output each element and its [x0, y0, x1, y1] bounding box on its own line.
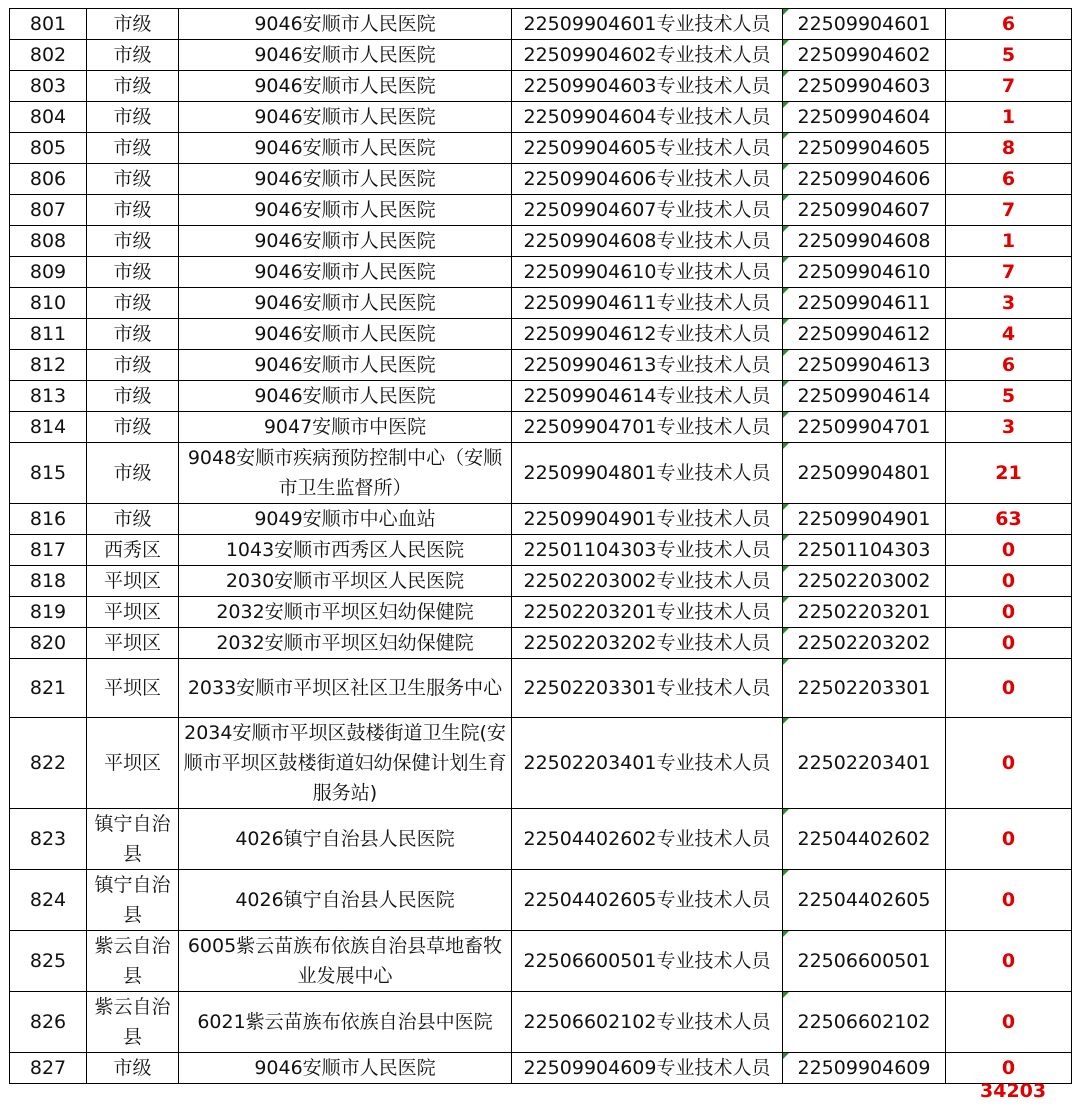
- row-number-cell: 816: [10, 504, 87, 535]
- level-cell: 镇宁自治县: [87, 870, 179, 931]
- table-row: [10, 319, 1072, 350]
- code-cell: 22509904611: [783, 288, 946, 319]
- row-number-cell: 810: [10, 288, 87, 319]
- unit-cell: 9048安顺市疾病预防控制中心（安顺市卫生监督所）: [179, 443, 512, 504]
- count-cell: 6: [946, 350, 1072, 381]
- row-number-cell: 821: [10, 659, 87, 718]
- position-cell: 22502203002专业技术人员: [512, 566, 783, 597]
- unit-cell: 6005紫云苗族布依族自治县草地畜牧业发展中心: [179, 931, 512, 992]
- position-cell: 22504402605专业技术人员: [512, 870, 783, 931]
- count-cell: 0: [946, 809, 1072, 870]
- unit-cell: 9046安顺市人民医院: [179, 40, 512, 71]
- count-cell: 7: [946, 195, 1072, 226]
- unit-cell: 9049安顺市中心血站: [179, 504, 512, 535]
- position-cell: 22509904614专业技术人员: [512, 381, 783, 412]
- row-number-cell: 807: [10, 195, 87, 226]
- unit-cell: 9046安顺市人民医院: [179, 71, 512, 102]
- row-number-cell: 814: [10, 412, 87, 443]
- position-cell: 22509904604专业技术人员: [512, 102, 783, 133]
- count-cell: 6: [946, 164, 1072, 195]
- position-cell: 22509904611专业技术人员: [512, 288, 783, 319]
- row-number-cell: 818: [10, 566, 87, 597]
- level-cell: 西秀区: [87, 535, 179, 566]
- table-row: [10, 381, 1072, 412]
- table-row: [10, 597, 1072, 628]
- unit-cell: 2033安顺市平坝区社区卫生服务中心: [179, 659, 512, 718]
- row-number-cell: 804: [10, 102, 87, 133]
- position-cell: 22509904605专业技术人员: [512, 133, 783, 164]
- code-cell: 22502203401: [783, 718, 946, 809]
- table-row: [10, 102, 1072, 133]
- level-cell: 市级: [87, 350, 179, 381]
- table-row: [10, 226, 1072, 257]
- code-cell: 22509904603: [783, 71, 946, 102]
- count-cell: 7: [946, 71, 1072, 102]
- position-cell: 22509904607专业技术人员: [512, 195, 783, 226]
- code-cell: 22509904609: [783, 1053, 946, 1084]
- unit-cell: 9046安顺市人民医院: [179, 164, 512, 195]
- position-cell: 22509904612专业技术人员: [512, 319, 783, 350]
- table-row: [10, 659, 1072, 718]
- row-number-cell: 826: [10, 992, 87, 1053]
- unit-cell: 2032安顺市平坝区妇幼保健院: [179, 597, 512, 628]
- position-cell: 22509904610专业技术人员: [512, 257, 783, 288]
- unit-cell: 9046安顺市人民医院: [179, 350, 512, 381]
- code-cell: 22506602102: [783, 992, 946, 1053]
- row-number-cell: 801: [10, 9, 87, 40]
- count-cell: 4: [946, 319, 1072, 350]
- level-cell: 市级: [87, 504, 179, 535]
- row-number-cell: 815: [10, 443, 87, 504]
- row-number-cell: 808: [10, 226, 87, 257]
- unit-cell: 9046安顺市人民医院: [179, 257, 512, 288]
- count-cell: 0: [946, 1053, 1072, 1084]
- level-cell: 市级: [87, 133, 179, 164]
- table-row: [10, 566, 1072, 597]
- table-row: [10, 809, 1072, 870]
- table-row: [10, 870, 1072, 931]
- code-cell: 22509904606: [783, 164, 946, 195]
- level-cell: 平坝区: [87, 718, 179, 809]
- count-cell: 0: [946, 597, 1072, 628]
- table-row: [10, 931, 1072, 992]
- count-cell: 0: [946, 992, 1072, 1053]
- unit-cell: 9046安顺市人民医院: [179, 9, 512, 40]
- count-cell: 3: [946, 412, 1072, 443]
- row-number-cell: 809: [10, 257, 87, 288]
- count-cell: 0: [946, 535, 1072, 566]
- unit-cell: 4026镇宁自治县人民医院: [179, 870, 512, 931]
- position-cell: 22502203202专业技术人员: [512, 628, 783, 659]
- level-cell: 市级: [87, 1053, 179, 1084]
- level-cell: 市级: [87, 40, 179, 71]
- row-number-cell: 827: [10, 1053, 87, 1084]
- position-cell: 22509904606专业技术人员: [512, 164, 783, 195]
- level-cell: 市级: [87, 412, 179, 443]
- unit-cell: 9046安顺市人民医院: [179, 102, 512, 133]
- unit-cell: 2034安顺市平坝区鼓楼街道卫生院(安顺市平坝区鼓楼街道妇幼保健计划生育服务站): [179, 718, 512, 809]
- row-number-cell: 812: [10, 350, 87, 381]
- position-cell: 22506602102专业技术人员: [512, 992, 783, 1053]
- level-cell: 紫云自治县: [87, 992, 179, 1053]
- position-cell: 22501104303专业技术人员: [512, 535, 783, 566]
- table-row: [10, 504, 1072, 535]
- row-number-cell: 819: [10, 597, 87, 628]
- count-cell: 0: [946, 566, 1072, 597]
- row-number-cell: 824: [10, 870, 87, 931]
- unit-cell: 2032安顺市平坝区妇幼保健院: [179, 628, 512, 659]
- code-cell: 22509904605: [783, 133, 946, 164]
- code-cell: 22509904701: [783, 412, 946, 443]
- table-row: [10, 1053, 1072, 1084]
- row-number-cell: 802: [10, 40, 87, 71]
- row-number-cell: 811: [10, 319, 87, 350]
- code-cell: 22502203201: [783, 597, 946, 628]
- table-row: [10, 164, 1072, 195]
- count-cell: 21: [946, 443, 1072, 504]
- count-cell: 1: [946, 102, 1072, 133]
- count-cell: 5: [946, 381, 1072, 412]
- data-table: [9, 8, 1072, 1084]
- code-cell: 22504402605: [783, 870, 946, 931]
- code-cell: 22509904601: [783, 9, 946, 40]
- position-cell: 22504402602专业技术人员: [512, 809, 783, 870]
- table-row: [10, 9, 1072, 40]
- position-cell: 22509904701专业技术人员: [512, 412, 783, 443]
- count-cell: 0: [946, 628, 1072, 659]
- level-cell: 平坝区: [87, 659, 179, 718]
- position-cell: 22509904613专业技术人员: [512, 350, 783, 381]
- code-cell: 22502203202: [783, 628, 946, 659]
- count-cell: 7: [946, 257, 1072, 288]
- code-cell: 22506600501: [783, 931, 946, 992]
- row-number-cell: 813: [10, 381, 87, 412]
- unit-cell: 9046安顺市人民医院: [179, 226, 512, 257]
- level-cell: 市级: [87, 319, 179, 350]
- count-cell: 0: [946, 931, 1072, 992]
- level-cell: 市级: [87, 164, 179, 195]
- total-count: 34203: [980, 1080, 1047, 1102]
- position-cell: 22509904608专业技术人员: [512, 226, 783, 257]
- count-cell: 5: [946, 40, 1072, 71]
- unit-cell: 4026镇宁自治县人民医院: [179, 809, 512, 870]
- level-cell: 平坝区: [87, 566, 179, 597]
- row-number-cell: 805: [10, 133, 87, 164]
- unit-cell: 1043安顺市西秀区人民医院: [179, 535, 512, 566]
- position-cell: 22502203401专业技术人员: [512, 718, 783, 809]
- level-cell: 平坝区: [87, 597, 179, 628]
- count-cell: 0: [946, 870, 1072, 931]
- table-row: [10, 992, 1072, 1053]
- count-cell: 8: [946, 133, 1072, 164]
- code-cell: 22501104303: [783, 535, 946, 566]
- code-cell: 22502203301: [783, 659, 946, 718]
- code-cell: 22509904801: [783, 443, 946, 504]
- code-cell: 22509904602: [783, 40, 946, 71]
- code-cell: 22509904608: [783, 226, 946, 257]
- unit-cell: 9046安顺市人民医院: [179, 133, 512, 164]
- unit-cell: 9046安顺市人民医院: [179, 381, 512, 412]
- row-number-cell: 822: [10, 718, 87, 809]
- level-cell: 市级: [87, 381, 179, 412]
- unit-cell: 9046安顺市人民医院: [179, 288, 512, 319]
- table-row: [10, 133, 1072, 164]
- position-cell: 22509904901专业技术人员: [512, 504, 783, 535]
- code-cell: 22509904901: [783, 504, 946, 535]
- count-cell: 3: [946, 288, 1072, 319]
- count-cell: 1: [946, 226, 1072, 257]
- level-cell: 市级: [87, 226, 179, 257]
- count-cell: 0: [946, 659, 1072, 718]
- code-cell: 22502203002: [783, 566, 946, 597]
- row-number-cell: 825: [10, 931, 87, 992]
- row-number-cell: 820: [10, 628, 87, 659]
- table-row: [10, 628, 1072, 659]
- level-cell: 市级: [87, 195, 179, 226]
- table-row: [10, 443, 1072, 504]
- level-cell: 市级: [87, 9, 179, 40]
- table-row: [10, 350, 1072, 381]
- table-row: [10, 535, 1072, 566]
- row-number-cell: 806: [10, 164, 87, 195]
- position-cell: 22509904603专业技术人员: [512, 71, 783, 102]
- position-cell: 22502203201专业技术人员: [512, 597, 783, 628]
- count-cell: 6: [946, 9, 1072, 40]
- unit-cell: 9047安顺市中医院: [179, 412, 512, 443]
- table-row: [10, 412, 1072, 443]
- table-body: [10, 9, 1072, 1084]
- position-cell: 22502203301专业技术人员: [512, 659, 783, 718]
- table-row: [10, 718, 1072, 809]
- level-cell: 市级: [87, 102, 179, 133]
- level-cell: 市级: [87, 443, 179, 504]
- position-cell: 22509904801专业技术人员: [512, 443, 783, 504]
- code-cell: 22509904613: [783, 350, 946, 381]
- level-cell: 平坝区: [87, 628, 179, 659]
- position-cell: 22509904609专业技术人员: [512, 1053, 783, 1084]
- unit-cell: 9046安顺市人民医院: [179, 195, 512, 226]
- level-cell: 市级: [87, 288, 179, 319]
- table-row: [10, 257, 1072, 288]
- count-cell: 0: [946, 718, 1072, 809]
- position-cell: 22506600501专业技术人员: [512, 931, 783, 992]
- code-cell: 22509904614: [783, 381, 946, 412]
- code-cell: 22509904612: [783, 319, 946, 350]
- code-cell: 22509904610: [783, 257, 946, 288]
- row-number-cell: 803: [10, 71, 87, 102]
- unit-cell: 2030安顺市平坝区人民医院: [179, 566, 512, 597]
- level-cell: 市级: [87, 71, 179, 102]
- code-cell: 22509904607: [783, 195, 946, 226]
- position-cell: 22509904602专业技术人员: [512, 40, 783, 71]
- row-number-cell: 823: [10, 809, 87, 870]
- table-row: [10, 71, 1072, 102]
- position-cell: 22509904601专业技术人员: [512, 9, 783, 40]
- table-row: [10, 195, 1072, 226]
- level-cell: 紫云自治县: [87, 931, 179, 992]
- unit-cell: 6021紫云苗族布依族自治县中医院: [179, 992, 512, 1053]
- level-cell: 镇宁自治县: [87, 809, 179, 870]
- table-row: [10, 288, 1072, 319]
- table-row: [10, 40, 1072, 71]
- unit-cell: 9046安顺市人民医院: [179, 1053, 512, 1084]
- level-cell: 市级: [87, 257, 179, 288]
- code-cell: 22509904604: [783, 102, 946, 133]
- count-cell: 63: [946, 504, 1072, 535]
- code-cell: 22504402602: [783, 809, 946, 870]
- unit-cell: 9046安顺市人民医院: [179, 319, 512, 350]
- row-number-cell: 817: [10, 535, 87, 566]
